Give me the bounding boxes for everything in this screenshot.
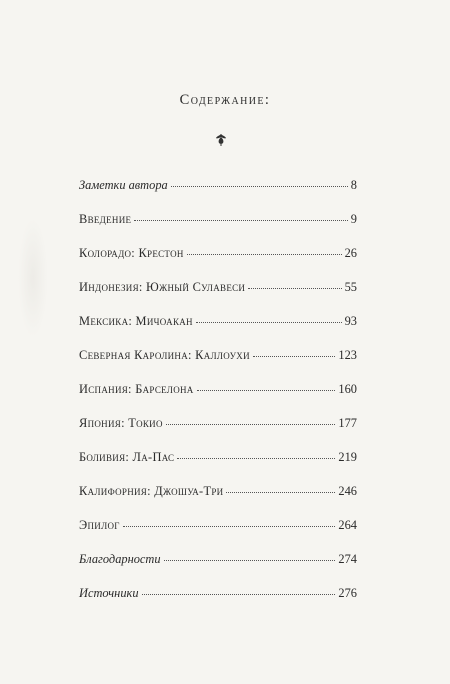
leader-dots [166,423,336,425]
toc-entry[interactable] [79,450,357,484]
toc-entry-title: Колорадо: Крестон [79,246,184,260]
leader-dots [253,355,336,357]
toc-entry[interactable] [79,518,357,552]
leader-dots [226,491,335,493]
leader-dots [187,253,342,255]
table-of-contents [79,178,357,620]
toc-entry-page: 8 [350,178,357,192]
toc-entry-page: 177 [338,416,357,430]
toc-entry-page: 264 [338,518,357,532]
toc-entry-title: Введение [79,212,132,226]
toc-entry[interactable] [79,348,357,382]
toc-entry-page: 55 [344,280,357,294]
leader-dots [196,321,342,323]
toc-entry[interactable] [79,416,357,450]
toc-entry-title: Северная Каролина: Каллоухи [79,348,250,362]
toc-entry-page: 160 [338,382,357,396]
leader-dots [171,185,348,187]
toc-entry-page: 219 [338,450,357,464]
toc-entry-page: 93 [344,314,357,328]
toc-entry[interactable] [79,586,357,620]
toc-entry-title: Эпилог [79,518,120,532]
toc-entry-title: Заметки автора [79,178,168,192]
leader-dots [142,593,336,595]
toc-entry-page: 9 [350,212,357,226]
toc-entry-page: 246 [338,484,357,498]
toc-entry-title: Испания: Барселона [79,382,194,396]
leader-dots [123,525,336,527]
leader-dots [164,559,336,561]
toc-entry[interactable] [79,246,357,280]
toc-entry-page: 123 [338,348,357,362]
toc-entry-title: Калифорния: Джошуа-Три [79,484,224,498]
toc-entry-title: Боливия: Ла-Пас [79,450,175,464]
toc-entry[interactable] [79,552,357,586]
toc-entry-page: 274 [338,552,357,566]
toc-entry[interactable] [79,212,357,246]
toc-entry-page: 276 [338,586,357,600]
page-title: Содержание: [179,92,271,108]
leader-dots [248,287,341,289]
page-shadow [18,218,48,338]
toc-entry-page: 26 [344,246,357,260]
toc-entry[interactable] [79,484,357,518]
toc-entry-title: Мексика: Мичоакан [79,314,193,328]
toc-entry[interactable] [79,382,357,416]
leader-dots [134,219,347,221]
leader-dots [197,389,336,391]
leader-dots [177,457,335,459]
fleuron-icon [214,133,228,147]
toc-entry-title: Япония: Токио [79,416,163,430]
toc-entry-title: Благодарности [79,552,161,566]
toc-entry[interactable] [79,178,357,212]
toc-entry[interactable] [79,314,357,348]
toc-entry-title: Индонезия: Южный Сулавеси [79,280,246,294]
toc-entry-title: Источники [79,586,139,600]
toc-entry[interactable] [79,280,357,314]
